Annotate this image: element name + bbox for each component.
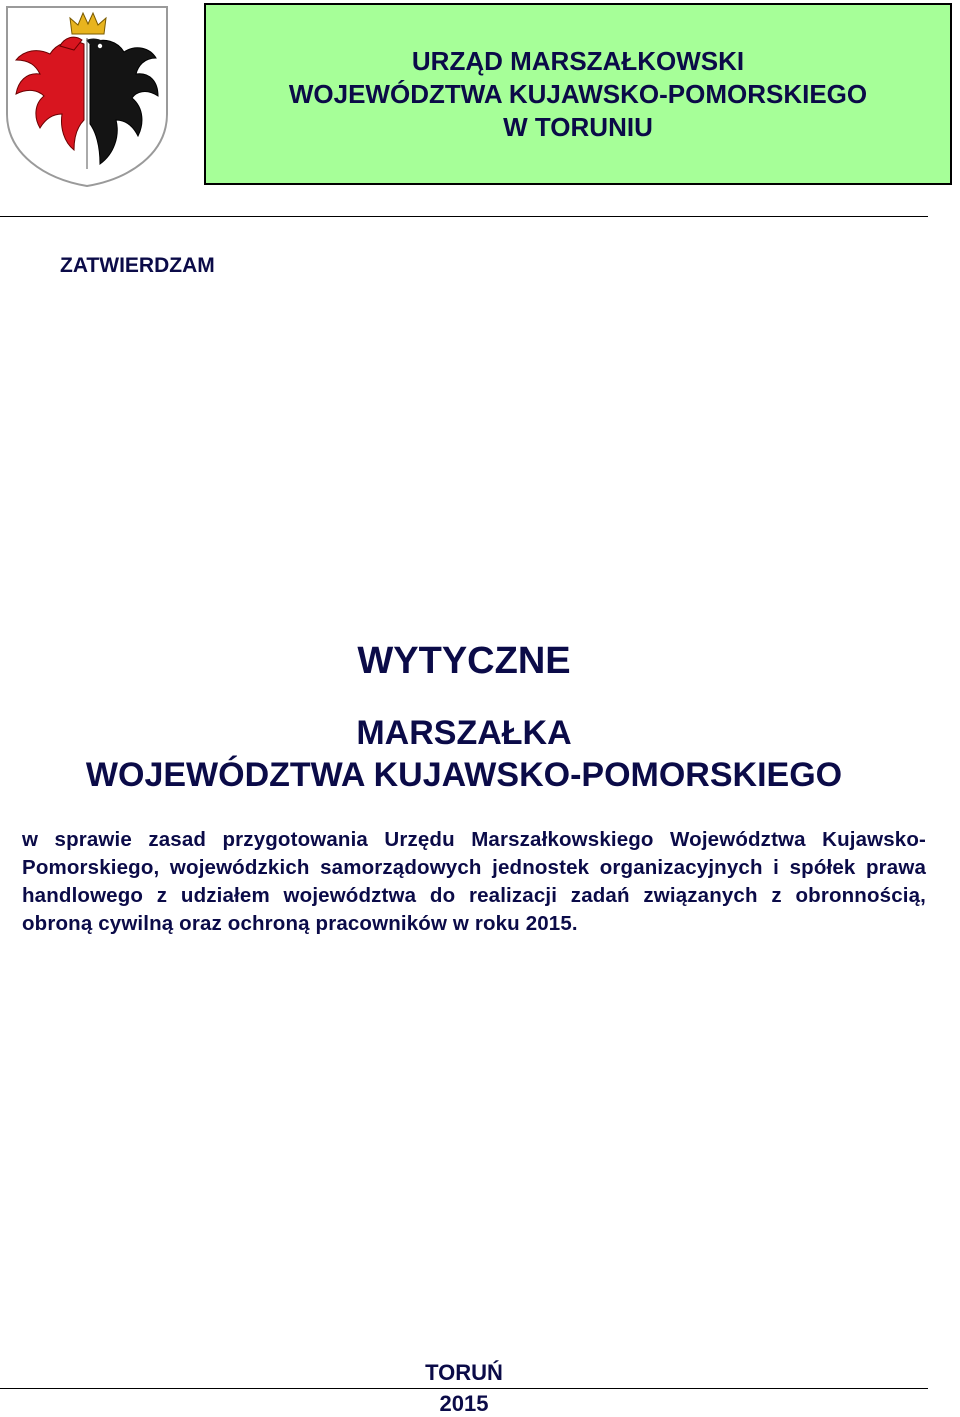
document-issuer-line-1: MARSZAŁKA [356,714,572,752]
document-issuer-line-2: WOJEWÓDZTWA KUJAWSKO-POMORSKIEGO [85,756,843,794]
place-year: 2015 [439,1391,489,1416]
coat-of-arms-griffin-icon [4,4,170,188]
document-subject: w sprawie zasad przygotowania Urzędu Marszałkowskiego Województwa Kujawsko-Pomorskiego, wojewódzkich samorządowych jednostek organizacyjnych i spółek prawa handlowego z udziałem województwa do realizacji zadań związanych z obronnością, obroną cywilną oraz ochroną pracowników w roku 2015. [22,828,926,935]
office-name-line-2: WOJEWÓDZTWA KUJAWSKO-POMORSKIEGO [288,78,868,109]
office-name-line-3: W TORUNIU [503,111,653,142]
header-divider [0,216,928,217]
approval-label: ZATWIERDZAM [60,254,215,277]
office-name-line-1: URZĄD MARSZAŁKOWSKI [411,45,745,76]
document-title: WYTYCZNE [357,640,571,682]
office-header-box [204,3,952,185]
place-city: TORUŃ [425,1360,503,1385]
footer-divider [0,1388,928,1389]
